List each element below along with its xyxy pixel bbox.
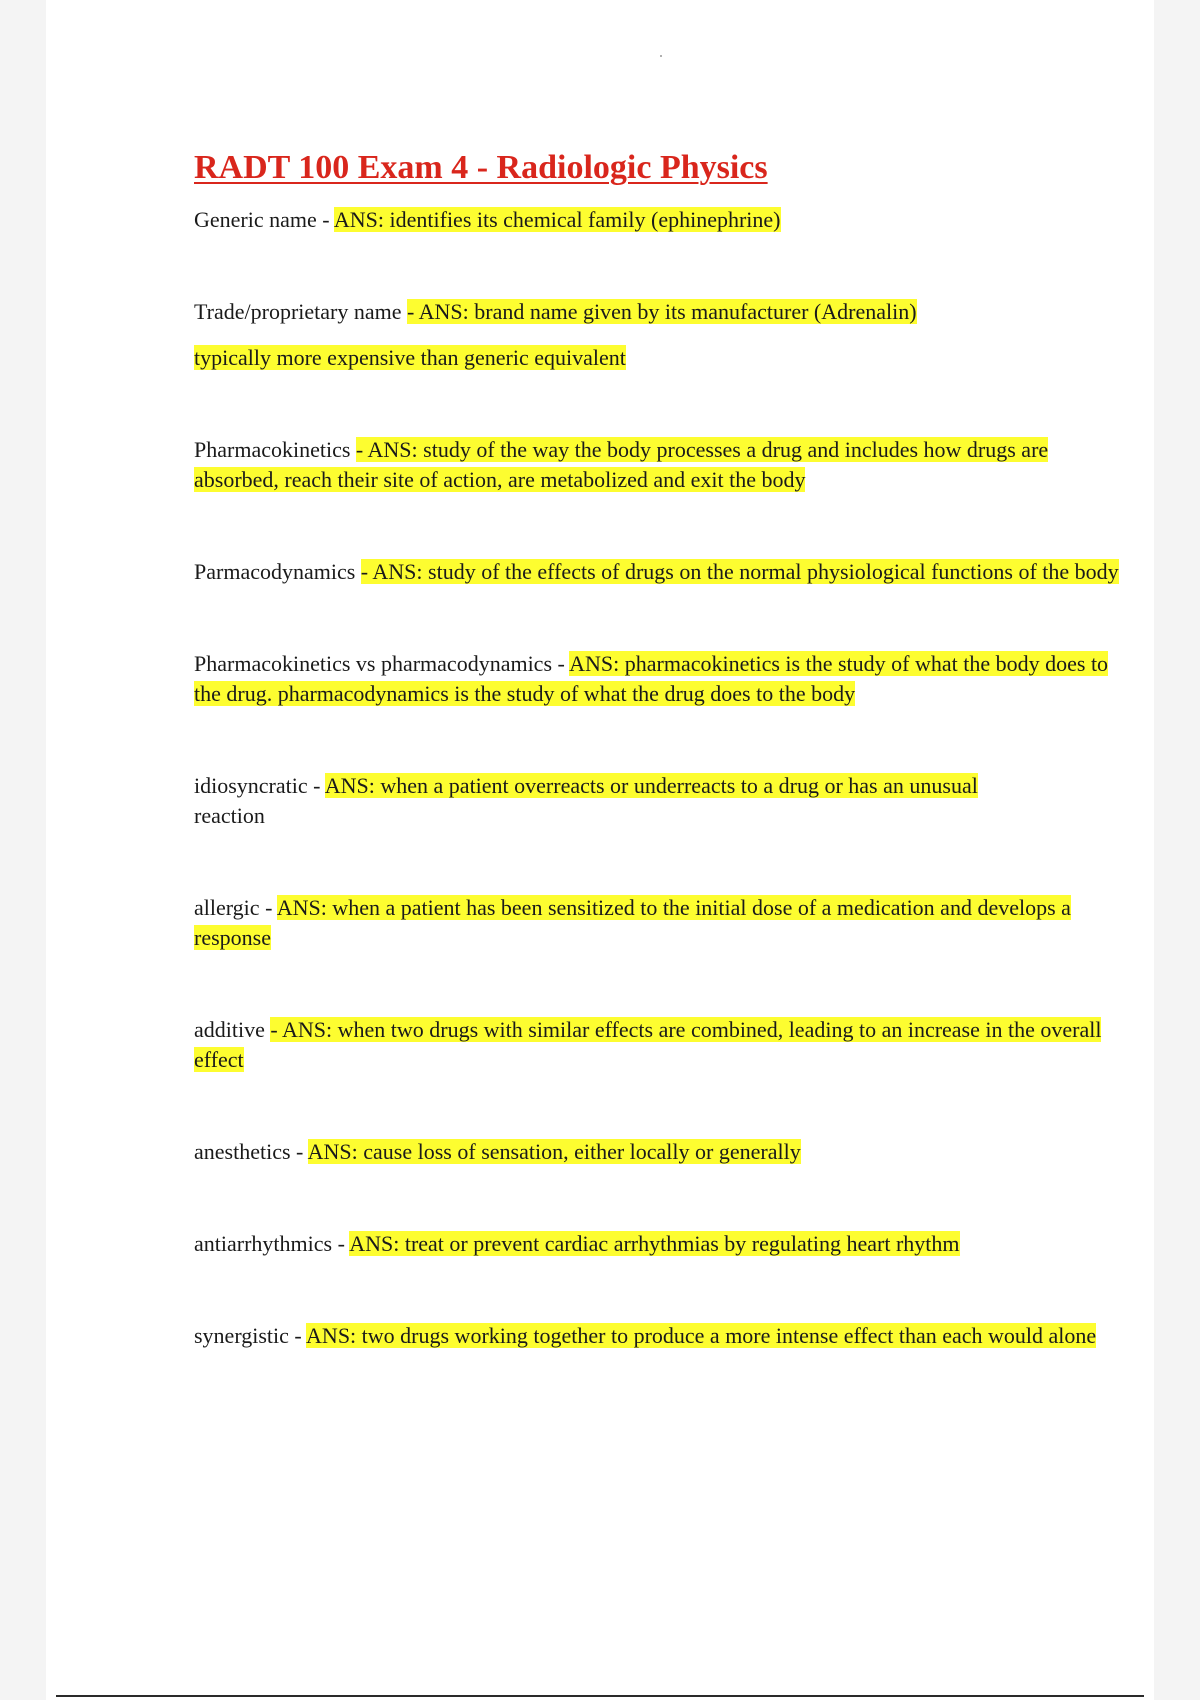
entry-answer: - ANS: brand name given by its manufacturer (Adrenalin) bbox=[407, 299, 917, 324]
entry-term: Pharmacokinetics bbox=[194, 437, 351, 462]
entry-answer: - ANS: study of the effects of drugs on the normal physiological functions of the body bbox=[360, 559, 1119, 584]
qa-entry-kinetics-vs-dynamics bbox=[194, 649, 1134, 709]
entry-separator: - bbox=[552, 651, 570, 676]
entry-separator: - bbox=[332, 1231, 350, 1256]
qa-entry-generic-name bbox=[194, 205, 1134, 235]
entry-term: Parmacodynamics bbox=[194, 559, 356, 584]
entry-answer: ANS: when a patient has been sensitized to the initial dose of a medication and develops a response bbox=[194, 895, 1071, 950]
entry-term: anesthetics bbox=[194, 1139, 291, 1164]
entry-answer: ANS: two drugs working together to produce a more intense effect than each would alone bbox=[306, 1323, 1097, 1348]
entry-term: Generic name bbox=[194, 207, 317, 232]
entry-separator: - bbox=[259, 895, 277, 920]
entry-separator bbox=[355, 559, 361, 584]
qa-entry-trade-name-extra bbox=[194, 343, 1134, 373]
entry-separator: - bbox=[290, 1139, 308, 1164]
qa-entry-pharmacokinetics bbox=[194, 435, 1134, 495]
qa-entry-allergic bbox=[194, 893, 1134, 953]
page-bottom-rule bbox=[56, 1695, 1144, 1697]
entry-term: synergistic bbox=[194, 1323, 289, 1348]
qa-entry-anesthetics bbox=[194, 1137, 1134, 1167]
entry-separator: - bbox=[307, 773, 325, 798]
entry-separator: - bbox=[316, 207, 334, 232]
entry-term: Trade/proprietary name bbox=[194, 299, 402, 324]
qa-entry-pharmacodynamics bbox=[194, 557, 1134, 587]
document-page bbox=[46, 0, 1154, 1700]
qa-entry-idiosyncratic bbox=[194, 771, 1134, 831]
entry-answer: ANS: when a patient overreacts or underreacts to a drug or has an unusual bbox=[324, 773, 978, 798]
entry-answer: ANS: identifies its chemical family (ephinephrine) bbox=[333, 207, 781, 232]
entry-answer: - ANS: study of the way the body processes a drug and includes how drugs are absorbed, reach their site of action, are metabolized and exit the body bbox=[194, 437, 1049, 492]
entry-separator: - bbox=[288, 1323, 307, 1348]
page-speck bbox=[660, 55, 662, 57]
qa-entry-antiarrhythmics bbox=[194, 1229, 1134, 1259]
entry-answer-tail: reaction bbox=[194, 803, 265, 828]
entry-answer: ANS: cause loss of sensation, either locally or generally bbox=[307, 1139, 801, 1164]
qa-entry-trade-name bbox=[194, 297, 1134, 327]
entry-answer-extra: typically more expensive than generic equivalent bbox=[194, 345, 626, 370]
entry-term: Pharmacokinetics vs pharmacodynamics bbox=[194, 651, 553, 676]
entry-term: allergic bbox=[194, 895, 260, 920]
entry-answer: ANS: pharmacokinetics is the study of what the body does to the drug. pharmacodynamics is the study of what the drug does to the body bbox=[194, 651, 1109, 706]
entry-answer: ANS: treat or prevent cardiac arrhythmias by regulating heart rhythm bbox=[349, 1231, 960, 1256]
qa-entry-synergistic bbox=[194, 1321, 1134, 1351]
entry-term: idiosyncratic bbox=[194, 773, 308, 798]
document-title: RADT 100 Exam 4 - Radiologic Physics bbox=[194, 149, 768, 186]
document-content bbox=[194, 148, 1134, 1351]
qa-entry-additive bbox=[194, 1015, 1134, 1075]
entry-term: additive bbox=[194, 1017, 265, 1042]
entry-term: antiarrhythmics bbox=[194, 1231, 333, 1256]
entry-answer: - ANS: when two drugs with similar effects are combined, leading to an increase in the overall effect bbox=[194, 1017, 1102, 1072]
